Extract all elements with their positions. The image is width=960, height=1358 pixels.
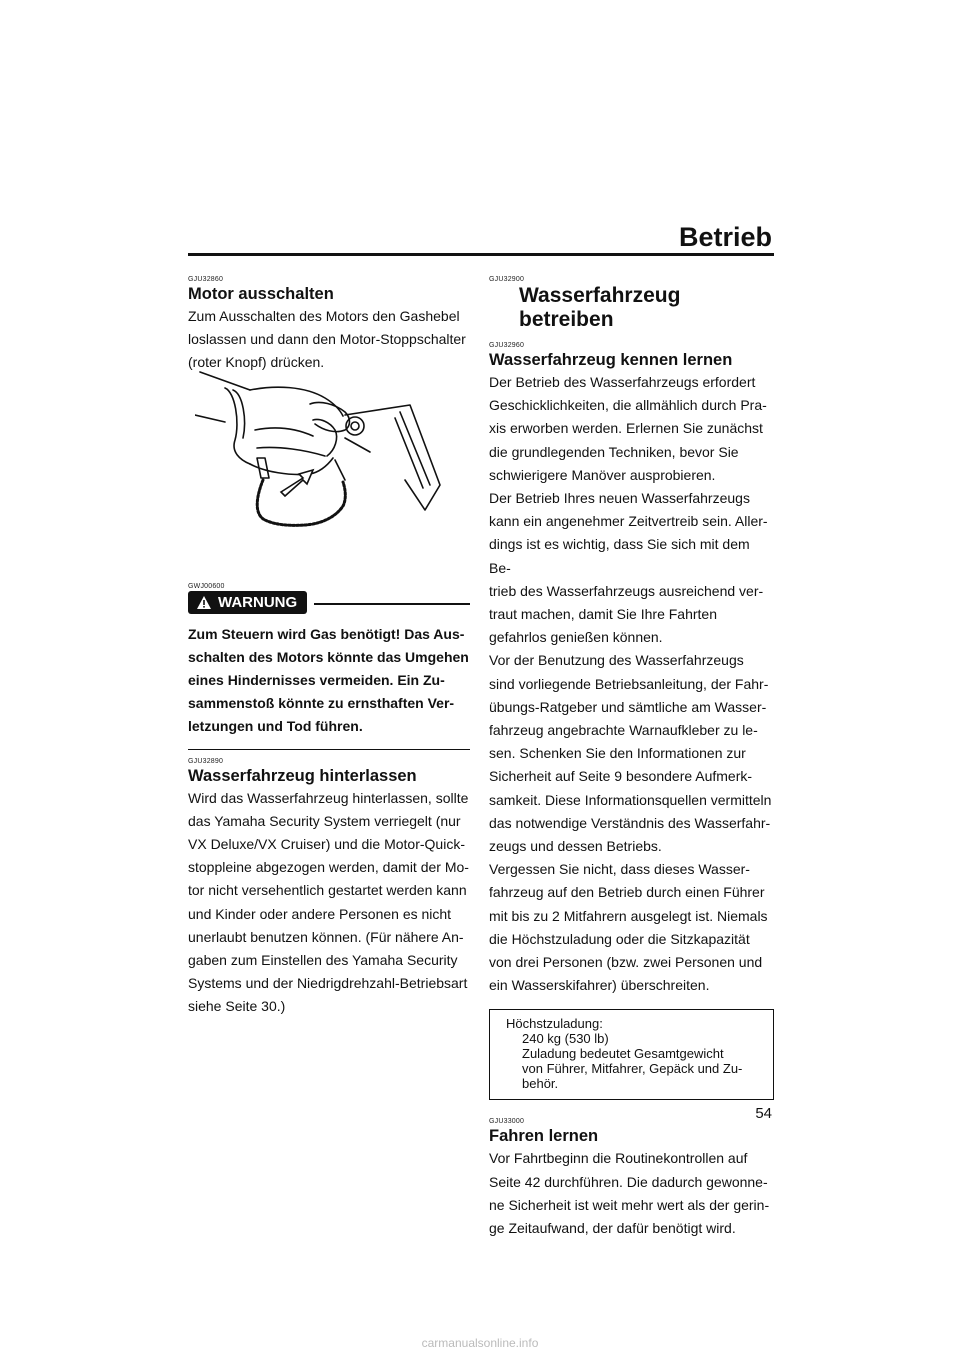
spec-value: 240 kg (530 lb) Zuladung bedeutet Gesamtgewicht von Führer, Mitfahrer, Gepäck und Zu- behör. [522,1031,743,1092]
right-column [489,276,774,1240]
spec-box-hoechstzuladung [489,1009,774,1100]
warning-label: WARNUNG [218,593,298,611]
section-code: GJU32900 [489,276,525,283]
section-heading-fahren-lernen: Fahren lernen [489,1127,599,1146]
spec-label: Höchstzuladung: [506,1016,603,1032]
warning-header [188,591,470,615]
section-heading-motor-ausschalten: Motor ausschalten [188,285,334,303]
section-heading-kennen-lernen: Wasserfahrzeug kennen lernen [489,351,733,369]
warning-triangle-icon [196,595,212,610]
hand-stop-switch-illustration [195,360,445,560]
section-body: Der Betrieb des Wasserfahrzeugs erfordert Geschicklichkeiten, die allmählich durch Pra- xis erworben werden. Erlernen Sie zunächst die grundlegenden Techniken, bevor Sie schwierigere Manöver ausprobieren. Der Betrieb Ihres neuen Wasserfahrzeugs kann ein angenehmer Zeitvertreib sein. Aller- dings ist es wichtig, dass Sie sich mit dem Be- trieb des Wasserfahrzeugs ausreichend ver- traut machen, damit Sie Ihre Fahrten gefahrlos genießen können. Vor der Benutzung des Wasserfahrzeugs sind vorliegende Betriebsanleitung, der Fahr- übungs-Ratgeber und sämtliche am Wasser- fahrzeug angebrachte Warnaufkleber zu le- sen. Schenken Sie den Informationen zur Sicherheit auf Seite 9 besondere Aufmerk- samkeit. Diese Informationsquellen vermitteln das notwendige Verständnis des Wasserfahr- zeugs und dessen Betriebs. Vergessen Sie nicht, dass dieses Wasser- fahrzeug auf den Betrieb durch einen Führer mit bis zu 2 Mitfahrern ausgelegt ist. Niemals die Höchstzuladung oder die Sitzkapazität von drei Personen (bzw. zwei Personen und ein Wasserskifahrer) überschreiten. [489,374,772,994]
section-body: Zum Ausschalten des Motors den Gashebel loslassen und dann den Motor-Stoppschalter (roter Knopf) drücken. [188,308,466,371]
section-code: GJU32890 [188,757,224,765]
warning-text: Zum Steuern wird Gas benötigt! Das Aus- schalten des Motors könnte das Umgehen eines Hindernisses vermeiden. Ein Zu- sammenstoß könnte zu ernsthaften Ver- letzungen und Tod führen. [188,625,469,735]
page-header-title: Betrieb [678,222,772,252]
section-heading-hinterlassen: Wasserfahrzeug hinterlassen [188,766,417,785]
section-body: Wird das Wasserfahrzeug hinterlassen, sollte das Yamaha Security System verriegelt (nur VX Deluxe/VX Cruiser) und die Motor-Quick- stoppleine abgezogen werden, damit der Mo- tor nicht versehentlich gestartet werden kann und Kinder oder andere Personen es nicht unerlaubt benutzen können. (Für nähere An- gaben zum Einstellen des Yamaha Security Systems und der Niedrigdrehzahl-Betriebsart siehe Seite 30.) [188,789,469,1015]
warning-top-rule [314,603,470,605]
section-code: GJU32960 [489,342,525,349]
footer-watermark: carmanualsonline.info [421,1336,539,1350]
header-rule [188,253,774,256]
warning-badge [188,591,307,614]
section-code: GJU33000 [489,1118,525,1126]
section-code: GJU32860 [188,276,224,283]
warning-code: GWJ00600 [188,582,225,590]
page-number: 54 [755,1105,772,1122]
section-body: Vor Fahrtbeginn die Routinekontrollen auf Seite 42 durchführen. Die dadurch gewonne- ne Sicherheit ist weit mehr wert als der gerin- ge Zeitaufwand, der dafür benötigt wird. [489,1150,770,1237]
main-heading-betreiben: Wasserfahrzeug betreiben [519,284,681,331]
